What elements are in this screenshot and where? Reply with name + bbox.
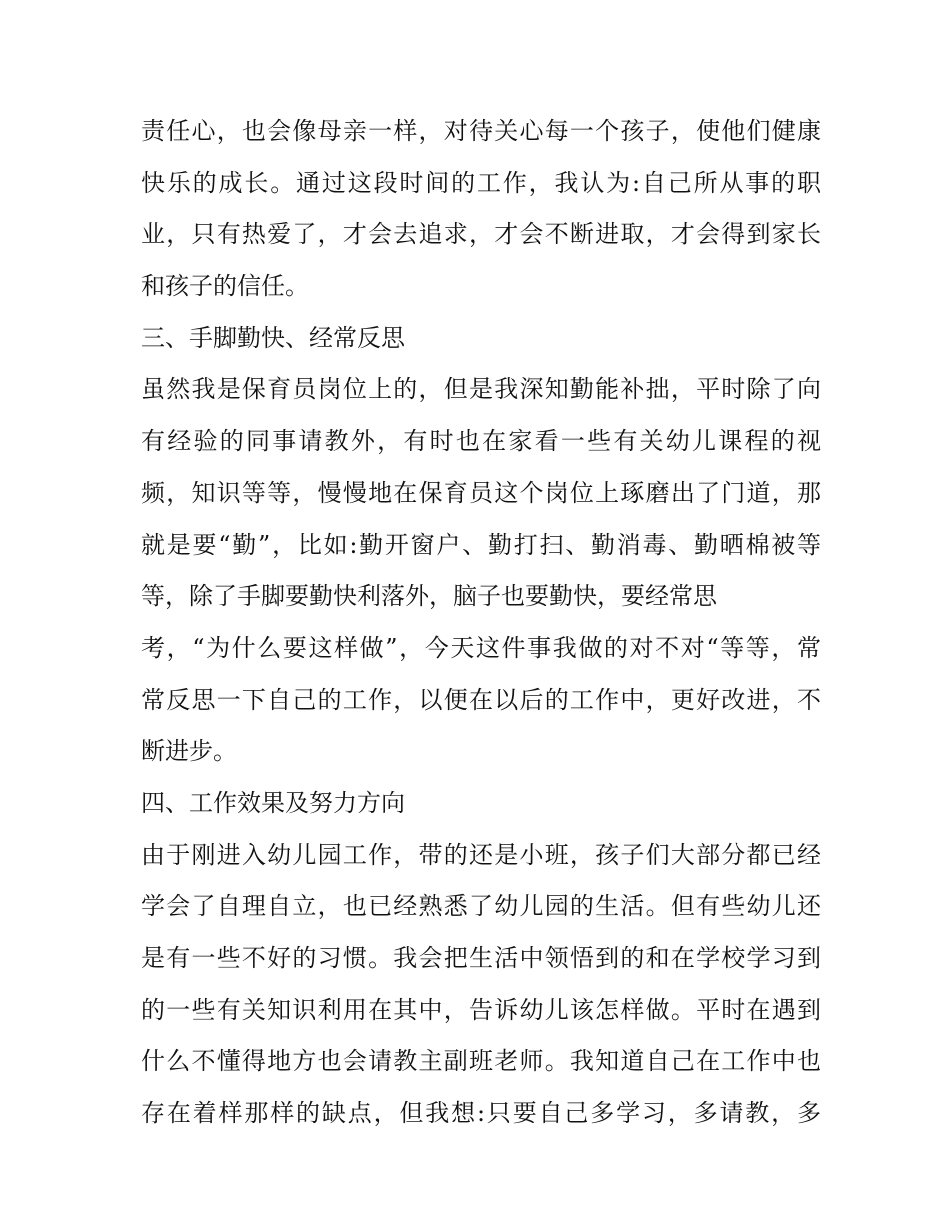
paragraph-line: 快乐的成长。通过这段时间的工作，我认为:自己所从事的职 <box>141 168 821 197</box>
paragraph-line: 存在着样那样的缺点，但我想:只要自己多学习，多请教，多 <box>141 1099 821 1128</box>
paragraph-line: 由于刚进入幼儿园工作，带的还是小班，孩子们大部分都已经 <box>141 840 821 869</box>
paragraph-line: 责任心，也会像母亲一样，对待关心每一个孩子，使他们健康 <box>141 117 821 145</box>
paragraph-line: 什么不懂得地方也会请教主副班老师。我知道自己在工作中也 <box>141 1047 821 1076</box>
paragraph-line: 的一些有关知识利用在其中，告诉幼儿该怎样做。平时在遇到 <box>141 995 821 1024</box>
paragraph-line: 虽然我是保育员岗位上的，但是我深知勤能补拙，平时除了向 <box>141 375 821 404</box>
paragraph-line: 常反思一下自己的工作，以便在以后的工作中，更好改进，不 <box>141 685 821 714</box>
paragraph-line: 频，知识等等，慢慢地在保育员这个岗位上琢磨出了门道，那 <box>141 478 821 507</box>
paragraph-line: 断进步。 <box>141 737 237 766</box>
paragraph-line: 是有一些不好的习惯。我会把生活中领悟到的和在学校学习到 <box>141 944 821 972</box>
paragraph-line: 有经验的同事请教外，有时也在家看一些有关幼儿课程的视 <box>141 427 821 456</box>
section-heading: 四、工作效果及努力方向 <box>141 788 405 817</box>
paragraph-line: 考，“为什么要这样做”，今天这件事我做的对不对“等等，常 <box>141 633 821 662</box>
paragraph-line: 就是要“勤”，比如:勤开窗户、勤打扫、勤消毒、勤晒棉被等 <box>141 530 821 559</box>
paragraph-line: 学会了自理自立，也已经熟悉了幼儿园的生活。但有些幼儿还 <box>141 892 821 921</box>
document-body <box>141 106 821 1140</box>
section-heading: 三、手脚勤快、经常反思 <box>141 323 405 352</box>
paragraph-line: 等，除了手脚要勤快利落外，脑子也要勤快，要经常思 <box>141 582 717 611</box>
paragraph-line: 业，只有热爱了，才会去追求，才会不断进取，才会得到家长 <box>141 220 821 249</box>
paragraph-line: 和孩子的信任。 <box>141 272 309 301</box>
